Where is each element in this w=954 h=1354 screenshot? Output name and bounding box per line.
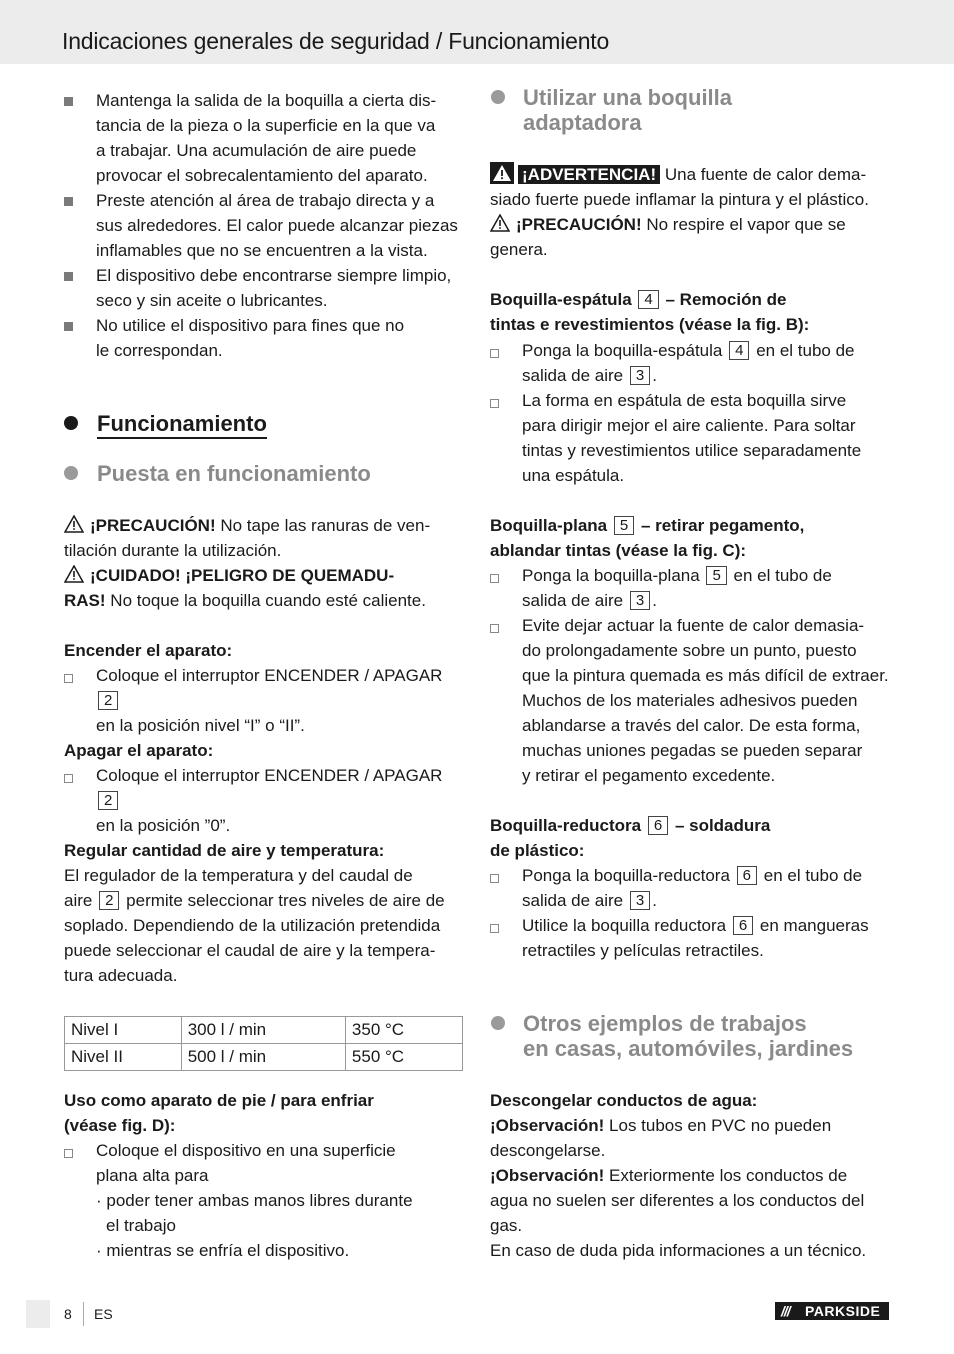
warning-triangle-icon	[64, 565, 84, 583]
square-bullet-icon	[64, 197, 73, 206]
section-bullet-icon	[64, 466, 78, 480]
section-heading-funcionamiento: Funcionamiento	[97, 411, 267, 436]
text-line: Mantenga la salida de la boquilla a cierta dis-	[96, 91, 437, 110]
text-line: una espátula.	[522, 466, 625, 485]
text-line: muchas uniones pegadas se pueden separar	[522, 741, 863, 760]
apagar-title: Apagar el aparato:	[64, 741, 214, 760]
text-line: para dirigir mejor el aire caliente. Para soltar	[522, 416, 856, 435]
section-heading-otros: Otros ejemplos de trabajos en casas, automóviles, jardines	[523, 1011, 854, 1061]
page-title: Indicaciones generales de seguridad / Funcionamiento	[62, 28, 610, 54]
text-line: No utilice el dispositivo para fines que no	[96, 316, 405, 335]
table-cell: 300 l / min	[181, 1017, 345, 1044]
text-line: do prolongadamente sobre un punto, puesto	[522, 641, 857, 660]
text-line: tancia de la pieza o la superficie en la que va	[96, 116, 436, 135]
text-line: Muchos de los materiales adhesivos pueden	[522, 691, 858, 710]
regular-title: Regular cantidad de aire y temperatura:	[64, 841, 385, 860]
section-bullet-icon	[491, 1016, 505, 1030]
regular-paragraph: El regulador de la temperatura y del caudal de aire 2 permite seleccionar tres niveles de aire de soplado. Dependiendo de la utilización pretendida puede seleccionar el caudal de aire y la tempera- tura adecuada.	[64, 866, 445, 985]
espatula-title: Boquilla-espátula 4 – Remoción de tintas e revestimientos (véase la fig. B):	[490, 290, 810, 334]
text-line: a trabajar. Una acumulación de aire puede	[96, 141, 417, 160]
text-line: y retirar el pegamento excedente.	[522, 766, 776, 785]
observacion-paragraph: ¡Observación! Los tubos en PVC no pueden descongelarse. ¡Observación! Exteriormente los conductos de agua no suelen ser diferentes a los conductos del gas. En caso de duda pida informaciones a un técnico.	[490, 1116, 867, 1260]
cuidado-note: ¡CUIDADO! ¡PELIGRO DE QUEMADU- RAS! No toque la boquilla cuando esté caliente.	[64, 566, 426, 610]
checkbox-bullet-icon	[64, 674, 73, 683]
precaucion-note: ¡PRECAUCIÓN! No tape las ranuras de ven- tilación durante la utilización.	[64, 516, 431, 560]
text-line: provocar el sobrecalentamiento del aparato.	[96, 166, 428, 185]
uso-title: Uso como aparato de pie / para enfriar (véase fig. D):	[64, 1091, 374, 1135]
checkbox-bullet-icon	[490, 624, 499, 633]
checkbox-bullet-icon	[490, 574, 499, 583]
footer-divider	[83, 1302, 84, 1326]
text-line: Preste atención al área de trabajo directa y a	[96, 191, 435, 210]
brand-name: PARKSIDE	[805, 1303, 881, 1319]
text-line: sus alrededores. El calor puede alcanzar piezas	[96, 216, 458, 235]
text-line: tintas y revestimientos utilice separadamente	[522, 441, 862, 460]
warning-triangle-icon	[490, 214, 510, 232]
section-bullet-icon	[64, 416, 78, 430]
section-heading-puesta: Puesta en funcionamiento	[97, 461, 371, 486]
footer-marker	[26, 1300, 50, 1328]
text-line: seco y sin aceite o lubricantes.	[96, 291, 328, 310]
square-bullet-icon	[64, 272, 73, 281]
checkbox-bullet-icon	[64, 774, 73, 783]
text-line: Evite dejar actuar la fuente de calor demasia-	[522, 616, 865, 635]
table-row	[65, 1017, 463, 1044]
precaucion-vapor-note: ¡PRECAUCIÓN! No respire el vapor que se genera.	[490, 215, 846, 259]
encender-title: Encender el aparato:	[64, 641, 233, 660]
table-cell: 550 °C	[345, 1044, 462, 1071]
section-heading-boquilla: Utilizar una boquilla adaptadora	[523, 85, 733, 135]
page-number: 8	[64, 1306, 72, 1322]
text-line: El dispositivo debe encontrarse siempre limpio,	[96, 266, 452, 285]
text-line: ablandarse a través del calor. De esta forma,	[522, 716, 861, 735]
square-bullet-icon	[64, 322, 73, 331]
table-cell: Nivel I	[65, 1017, 182, 1044]
page-header	[0, 0, 954, 64]
logo-stripes-icon: ///	[781, 1303, 790, 1319]
checkbox-bullet-icon	[64, 1149, 73, 1158]
parkside-logo	[775, 1302, 889, 1320]
plana-title: Boquilla-plana 5 – retirar pegamento, ablandar tintas (véase la fig. C):	[490, 516, 805, 560]
warning-triangle-icon	[64, 515, 84, 533]
advertencia-note: ¡ADVERTENCIA! Una fuente de calor dema- siado fuerte puede inflamar la pintura y el plástico.	[490, 162, 890, 212]
table-cell: 350 °C	[345, 1017, 462, 1044]
reductora-title: Boquilla-reductora 6 – soldadura de plástico:	[490, 816, 771, 860]
checkbox-bullet-icon	[490, 399, 499, 408]
square-bullet-icon	[64, 97, 73, 106]
text-line: La forma en espátula de esta boquilla sirve	[522, 391, 847, 410]
levels-table	[64, 1016, 463, 1071]
section-bullet-icon	[491, 90, 505, 104]
text-line: le correspondan.	[96, 341, 223, 360]
checkbox-bullet-icon	[490, 924, 499, 933]
text-line: que la pintura quemada es más difícil de extraer.	[522, 666, 889, 685]
table-row	[65, 1044, 463, 1071]
table-cell: Nivel II	[65, 1044, 182, 1071]
language-code: ES	[94, 1306, 113, 1322]
text-line: inflamables que no se encuentren a la vista.	[96, 241, 428, 260]
descongelar-title: Descongelar conductos de agua:	[490, 1091, 758, 1110]
checkbox-bullet-icon	[490, 874, 499, 883]
table-cell: 500 l / min	[181, 1044, 345, 1071]
checkbox-bullet-icon	[490, 349, 499, 358]
warning-triangle-icon	[490, 162, 514, 184]
